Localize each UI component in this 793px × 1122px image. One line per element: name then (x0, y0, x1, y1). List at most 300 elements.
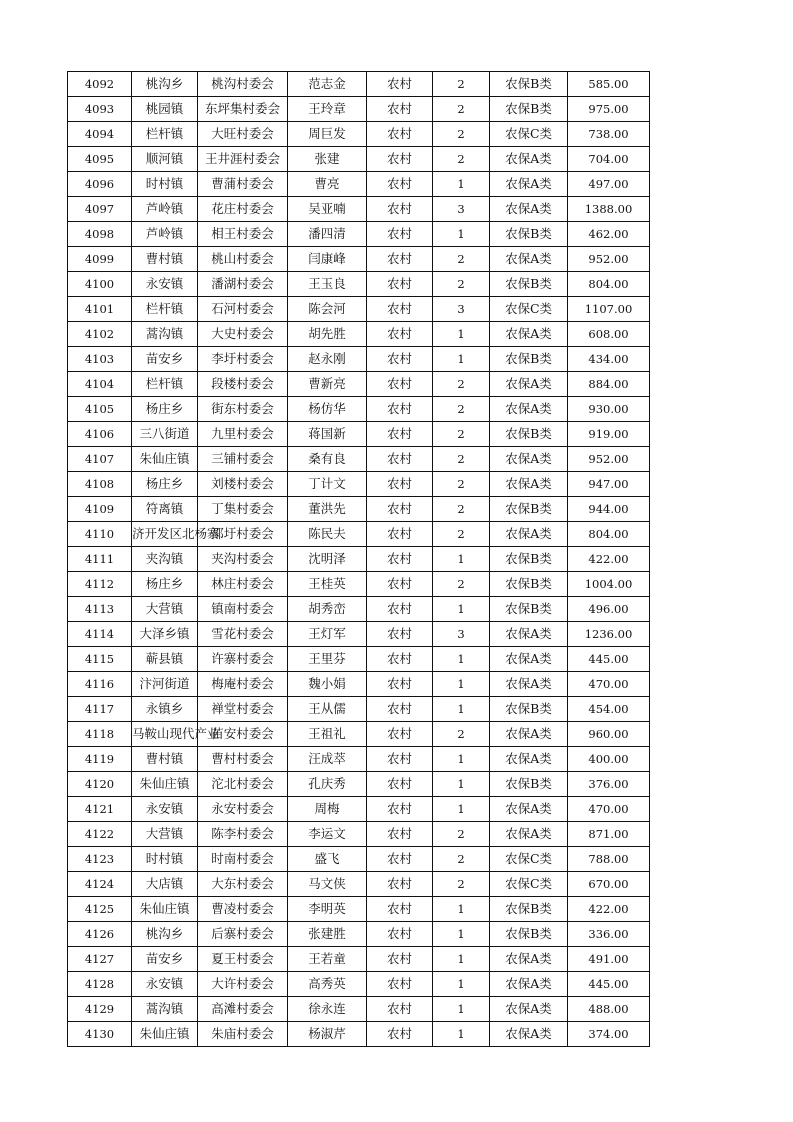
amount-cell: 1107.00 (568, 297, 650, 322)
area-type-cell: 农村 (367, 772, 433, 797)
row-number-cell: 4100 (68, 272, 132, 297)
row-number-cell: 4092 (68, 72, 132, 97)
name-cell: 孔庆秀 (288, 772, 367, 797)
category-cell: 农保A类 (490, 722, 568, 747)
amount-cell: 608.00 (568, 322, 650, 347)
row-number-cell: 4117 (68, 697, 132, 722)
village-committee-cell: 曹凌村委会 (198, 897, 288, 922)
town-cell: 桃园镇 (132, 97, 198, 122)
village-committee-cell: 段楼村委会 (198, 372, 288, 397)
category-cell: 农保B类 (490, 772, 568, 797)
household-size-cell: 1 (433, 347, 490, 372)
table-row (68, 997, 650, 1022)
village-committee-cell: 许寨村委会 (198, 647, 288, 672)
name-cell: 丁计文 (288, 472, 367, 497)
name-cell: 王玉良 (288, 272, 367, 297)
table-row (68, 772, 650, 797)
household-size-cell: 1 (433, 672, 490, 697)
table-row (68, 347, 650, 372)
household-size-cell: 2 (433, 722, 490, 747)
name-cell: 高秀英 (288, 972, 367, 997)
town-cell: 桃沟乡 (132, 922, 198, 947)
town-cell: 芦岭镇 (132, 222, 198, 247)
category-cell: 农保A类 (490, 947, 568, 972)
name-cell: 张建胜 (288, 922, 367, 947)
row-number-cell: 4127 (68, 947, 132, 972)
town-cell: 朱仙庄镇 (132, 897, 198, 922)
village-committee-cell: 大史村委会 (198, 322, 288, 347)
name-cell: 杨仿华 (288, 397, 367, 422)
row-number-cell: 4104 (68, 372, 132, 397)
table-row (68, 72, 650, 97)
name-cell: 胡先胜 (288, 322, 367, 347)
village-committee-cell: 曹蒲村委会 (198, 172, 288, 197)
table-row (68, 247, 650, 272)
household-size-cell: 2 (433, 822, 490, 847)
village-committee-cell: 邵圩村委会 (198, 522, 288, 547)
table-row (68, 697, 650, 722)
row-number-cell: 4120 (68, 772, 132, 797)
town-cell: 马鞍山现代产业 (132, 722, 198, 747)
town-cell: 汴河街道 (132, 672, 198, 697)
row-number-cell: 4094 (68, 122, 132, 147)
row-number-cell: 4122 (68, 822, 132, 847)
category-cell: 农保A类 (490, 472, 568, 497)
household-size-cell: 2 (433, 97, 490, 122)
amount-cell: 944.00 (568, 497, 650, 522)
row-number-cell: 4110 (68, 522, 132, 547)
area-type-cell: 农村 (367, 847, 433, 872)
category-cell: 农保B类 (490, 97, 568, 122)
village-committee-cell: 九里村委会 (198, 422, 288, 447)
name-cell: 徐永连 (288, 997, 367, 1022)
row-number-cell: 4111 (68, 547, 132, 572)
household-size-cell: 2 (433, 572, 490, 597)
town-cell: 蕲县镇 (132, 647, 198, 672)
name-cell: 赵永刚 (288, 347, 367, 372)
area-type-cell: 农村 (367, 947, 433, 972)
row-number-cell: 4101 (68, 297, 132, 322)
table-row (68, 672, 650, 697)
category-cell: 农保C类 (490, 872, 568, 897)
category-cell: 农保B类 (490, 897, 568, 922)
name-cell: 沈明泽 (288, 547, 367, 572)
name-cell: 胡秀峦 (288, 597, 367, 622)
name-cell: 周巨发 (288, 122, 367, 147)
row-number-cell: 4130 (68, 1022, 132, 1047)
name-cell: 董洪先 (288, 497, 367, 522)
town-cell: 栏杆镇 (132, 122, 198, 147)
row-number-cell: 4105 (68, 397, 132, 422)
amount-cell: 670.00 (568, 872, 650, 897)
amount-cell: 1388.00 (568, 197, 650, 222)
row-number-cell: 4119 (68, 747, 132, 772)
name-cell: 曹亮 (288, 172, 367, 197)
amount-cell: 454.00 (568, 697, 650, 722)
category-cell: 农保A类 (490, 247, 568, 272)
household-size-cell: 1 (433, 222, 490, 247)
area-type-cell: 农村 (367, 647, 433, 672)
amount-cell: 470.00 (568, 672, 650, 697)
household-size-cell: 3 (433, 197, 490, 222)
area-type-cell: 农村 (367, 897, 433, 922)
area-type-cell: 农村 (367, 197, 433, 222)
name-cell: 王从儒 (288, 697, 367, 722)
town-cell: 永安镇 (132, 797, 198, 822)
town-cell: 时村镇 (132, 172, 198, 197)
row-number-cell: 4097 (68, 197, 132, 222)
village-committee-cell: 苗安村委会 (198, 722, 288, 747)
town-cell: 栏杆镇 (132, 297, 198, 322)
row-number-cell: 4125 (68, 897, 132, 922)
amount-cell: 470.00 (568, 797, 650, 822)
village-committee-cell: 石河村委会 (198, 297, 288, 322)
amount-cell: 788.00 (568, 847, 650, 872)
household-size-cell: 1 (433, 647, 490, 672)
area-type-cell: 农村 (367, 147, 433, 172)
area-type-cell: 农村 (367, 272, 433, 297)
table-row (68, 322, 650, 347)
table-row (68, 922, 650, 947)
town-cell: 曹村镇 (132, 247, 198, 272)
table-row (68, 122, 650, 147)
area-type-cell: 农村 (367, 97, 433, 122)
category-cell: 农保A类 (490, 797, 568, 822)
category-cell: 农保B类 (490, 547, 568, 572)
name-cell: 张建 (288, 147, 367, 172)
category-cell: 农保C类 (490, 847, 568, 872)
village-committee-cell: 永安村委会 (198, 797, 288, 822)
area-type-cell: 农村 (367, 822, 433, 847)
table-row (68, 97, 650, 122)
household-size-cell: 3 (433, 297, 490, 322)
table-row (68, 147, 650, 172)
category-cell: 农保A类 (490, 372, 568, 397)
village-committee-cell: 桃山村委会 (198, 247, 288, 272)
category-cell: 农保B类 (490, 572, 568, 597)
amount-cell: 445.00 (568, 647, 650, 672)
household-size-cell: 1 (433, 697, 490, 722)
category-cell: 农保A类 (490, 172, 568, 197)
village-committee-cell: 桃沟村委会 (198, 72, 288, 97)
category-cell: 农保A类 (490, 397, 568, 422)
row-number-cell: 4108 (68, 472, 132, 497)
town-cell: 顺河镇 (132, 147, 198, 172)
area-type-cell: 农村 (367, 672, 433, 697)
household-size-cell: 2 (433, 447, 490, 472)
table-body (68, 72, 650, 1047)
table-row (68, 447, 650, 472)
table-row (68, 947, 650, 972)
name-cell: 汪成萃 (288, 747, 367, 772)
amount-cell: 585.00 (568, 72, 650, 97)
household-size-cell: 2 (433, 422, 490, 447)
household-size-cell: 1 (433, 997, 490, 1022)
row-number-cell: 4096 (68, 172, 132, 197)
town-cell: 朱仙庄镇 (132, 447, 198, 472)
town-cell: 济开发区北杨寨 (132, 522, 198, 547)
household-size-cell: 2 (433, 372, 490, 397)
area-type-cell: 农村 (367, 872, 433, 897)
town-cell: 大泽乡镇 (132, 622, 198, 647)
name-cell: 陈会河 (288, 297, 367, 322)
name-cell: 蒋国新 (288, 422, 367, 447)
town-cell: 杨庄乡 (132, 472, 198, 497)
row-number-cell: 4103 (68, 347, 132, 372)
amount-cell: 422.00 (568, 897, 650, 922)
name-cell: 杨淑芹 (288, 1022, 367, 1047)
category-cell: 农保A类 (490, 997, 568, 1022)
name-cell: 王灯军 (288, 622, 367, 647)
category-cell: 农保B类 (490, 497, 568, 522)
town-cell: 符离镇 (132, 497, 198, 522)
town-cell: 苗安乡 (132, 347, 198, 372)
household-size-cell: 1 (433, 897, 490, 922)
village-committee-cell: 陈李村委会 (198, 822, 288, 847)
village-committee-cell: 朱庙村委会 (198, 1022, 288, 1047)
amount-cell: 952.00 (568, 447, 650, 472)
village-committee-cell: 梅庵村委会 (198, 672, 288, 697)
area-type-cell: 农村 (367, 997, 433, 1022)
row-number-cell: 4112 (68, 572, 132, 597)
table-row (68, 297, 650, 322)
town-cell: 曹村镇 (132, 747, 198, 772)
town-cell: 桃沟乡 (132, 72, 198, 97)
village-committee-cell: 曹村村委会 (198, 747, 288, 772)
row-number-cell: 4109 (68, 497, 132, 522)
table-row (68, 197, 650, 222)
town-cell: 杨庄乡 (132, 572, 198, 597)
area-type-cell: 农村 (367, 247, 433, 272)
amount-cell: 919.00 (568, 422, 650, 447)
row-number-cell: 4113 (68, 597, 132, 622)
amount-cell: 336.00 (568, 922, 650, 947)
row-number-cell: 4106 (68, 422, 132, 447)
name-cell: 王里芬 (288, 647, 367, 672)
category-cell: 农保A类 (490, 972, 568, 997)
row-number-cell: 4102 (68, 322, 132, 347)
name-cell: 吴亚喃 (288, 197, 367, 222)
household-size-cell: 2 (433, 147, 490, 172)
table-row (68, 797, 650, 822)
category-cell: 农保B类 (490, 222, 568, 247)
category-cell: 农保A类 (490, 197, 568, 222)
table-row (68, 547, 650, 572)
area-type-cell: 农村 (367, 972, 433, 997)
village-committee-cell: 林庄村委会 (198, 572, 288, 597)
area-type-cell: 农村 (367, 747, 433, 772)
name-cell: 李明英 (288, 897, 367, 922)
row-number-cell: 4118 (68, 722, 132, 747)
household-size-cell: 1 (433, 972, 490, 997)
category-cell: 农保A类 (490, 622, 568, 647)
category-cell: 农保C类 (490, 122, 568, 147)
household-size-cell: 3 (433, 622, 490, 647)
amount-cell: 434.00 (568, 347, 650, 372)
village-committee-cell: 高滩村委会 (198, 997, 288, 1022)
area-type-cell: 农村 (367, 797, 433, 822)
row-number-cell: 4098 (68, 222, 132, 247)
category-cell: 农保A类 (490, 1022, 568, 1047)
area-type-cell: 农村 (367, 372, 433, 397)
household-size-cell: 2 (433, 122, 490, 147)
table-row (68, 872, 650, 897)
name-cell: 王桂英 (288, 572, 367, 597)
household-size-cell: 1 (433, 772, 490, 797)
name-cell: 周梅 (288, 797, 367, 822)
village-committee-cell: 花庄村委会 (198, 197, 288, 222)
household-size-cell: 2 (433, 397, 490, 422)
data-table (67, 71, 650, 1047)
area-type-cell: 农村 (367, 1022, 433, 1047)
row-number-cell: 4095 (68, 147, 132, 172)
table-row (68, 622, 650, 647)
area-type-cell: 农村 (367, 222, 433, 247)
town-cell: 蒿沟镇 (132, 322, 198, 347)
category-cell: 农保A类 (490, 672, 568, 697)
village-committee-cell: 刘楼村委会 (198, 472, 288, 497)
amount-cell: 884.00 (568, 372, 650, 397)
amount-cell: 960.00 (568, 722, 650, 747)
row-number-cell: 4099 (68, 247, 132, 272)
town-cell: 永安镇 (132, 272, 198, 297)
town-cell: 栏杆镇 (132, 372, 198, 397)
amount-cell: 947.00 (568, 472, 650, 497)
name-cell: 王祖礼 (288, 722, 367, 747)
town-cell: 大营镇 (132, 822, 198, 847)
amount-cell: 871.00 (568, 822, 650, 847)
name-cell: 盛飞 (288, 847, 367, 872)
amount-cell: 422.00 (568, 547, 650, 572)
area-type-cell: 农村 (367, 522, 433, 547)
table-row (68, 472, 650, 497)
town-cell: 夹沟镇 (132, 547, 198, 572)
household-size-cell: 1 (433, 1022, 490, 1047)
household-size-cell: 1 (433, 322, 490, 347)
table-row (68, 572, 650, 597)
amount-cell: 738.00 (568, 122, 650, 147)
household-size-cell: 2 (433, 872, 490, 897)
amount-cell: 804.00 (568, 522, 650, 547)
table-row (68, 722, 650, 747)
table-row (68, 522, 650, 547)
household-size-cell: 1 (433, 747, 490, 772)
table-row (68, 897, 650, 922)
village-committee-cell: 三铺村委会 (198, 447, 288, 472)
table-row (68, 222, 650, 247)
area-type-cell: 农村 (367, 422, 433, 447)
village-committee-cell: 大旺村委会 (198, 122, 288, 147)
amount-cell: 930.00 (568, 397, 650, 422)
area-type-cell: 农村 (367, 597, 433, 622)
amount-cell: 952.00 (568, 247, 650, 272)
table-row (68, 372, 650, 397)
category-cell: 农保B类 (490, 272, 568, 297)
area-type-cell: 农村 (367, 547, 433, 572)
village-committee-cell: 丁集村委会 (198, 497, 288, 522)
row-number-cell: 4114 (68, 622, 132, 647)
household-size-cell: 1 (433, 547, 490, 572)
town-cell: 朱仙庄镇 (132, 1022, 198, 1047)
row-number-cell: 4123 (68, 847, 132, 872)
table-row (68, 397, 650, 422)
table-row (68, 272, 650, 297)
table-row (68, 172, 650, 197)
category-cell: 农保B类 (490, 347, 568, 372)
household-size-cell: 2 (433, 847, 490, 872)
village-committee-cell: 夹沟村委会 (198, 547, 288, 572)
table-row (68, 747, 650, 772)
category-cell: 农保B类 (490, 922, 568, 947)
town-cell: 苗安乡 (132, 947, 198, 972)
amount-cell: 488.00 (568, 997, 650, 1022)
category-cell: 农保C类 (490, 297, 568, 322)
area-type-cell: 农村 (367, 722, 433, 747)
row-number-cell: 4107 (68, 447, 132, 472)
village-committee-cell: 王井涯村委会 (198, 147, 288, 172)
town-cell: 时村镇 (132, 847, 198, 872)
area-type-cell: 农村 (367, 697, 433, 722)
amount-cell: 1236.00 (568, 622, 650, 647)
town-cell: 杨庄乡 (132, 397, 198, 422)
row-number-cell: 4115 (68, 647, 132, 672)
row-number-cell: 4126 (68, 922, 132, 947)
area-type-cell: 农村 (367, 122, 433, 147)
amount-cell: 462.00 (568, 222, 650, 247)
area-type-cell: 农村 (367, 922, 433, 947)
table-row (68, 597, 650, 622)
village-committee-cell: 沱北村委会 (198, 772, 288, 797)
amount-cell: 804.00 (568, 272, 650, 297)
amount-cell: 491.00 (568, 947, 650, 972)
name-cell: 王玲章 (288, 97, 367, 122)
row-number-cell: 4124 (68, 872, 132, 897)
village-committee-cell: 时南村委会 (198, 847, 288, 872)
area-type-cell: 农村 (367, 172, 433, 197)
row-number-cell: 4129 (68, 997, 132, 1022)
village-committee-cell: 相王村委会 (198, 222, 288, 247)
village-committee-cell: 镇南村委会 (198, 597, 288, 622)
amount-cell: 374.00 (568, 1022, 650, 1047)
name-cell: 范志金 (288, 72, 367, 97)
category-cell: 农保A类 (490, 147, 568, 172)
name-cell: 曹新亮 (288, 372, 367, 397)
village-committee-cell: 大东村委会 (198, 872, 288, 897)
town-cell: 蒿沟镇 (132, 997, 198, 1022)
name-cell: 李运文 (288, 822, 367, 847)
village-committee-cell: 后寨村委会 (198, 922, 288, 947)
household-size-cell: 1 (433, 797, 490, 822)
village-committee-cell: 雪花村委会 (198, 622, 288, 647)
household-size-cell: 2 (433, 72, 490, 97)
household-size-cell: 1 (433, 172, 490, 197)
category-cell: 农保A类 (490, 522, 568, 547)
row-number-cell: 4121 (68, 797, 132, 822)
amount-cell: 376.00 (568, 772, 650, 797)
area-type-cell: 农村 (367, 322, 433, 347)
category-cell: 农保B类 (490, 597, 568, 622)
category-cell: 农保B类 (490, 697, 568, 722)
area-type-cell: 农村 (367, 397, 433, 422)
name-cell: 马文侠 (288, 872, 367, 897)
category-cell: 农保A类 (490, 322, 568, 347)
amount-cell: 445.00 (568, 972, 650, 997)
category-cell: 农保B类 (490, 72, 568, 97)
household-size-cell: 2 (433, 497, 490, 522)
row-number-cell: 4128 (68, 972, 132, 997)
table-row (68, 422, 650, 447)
village-committee-cell: 街东村委会 (198, 397, 288, 422)
